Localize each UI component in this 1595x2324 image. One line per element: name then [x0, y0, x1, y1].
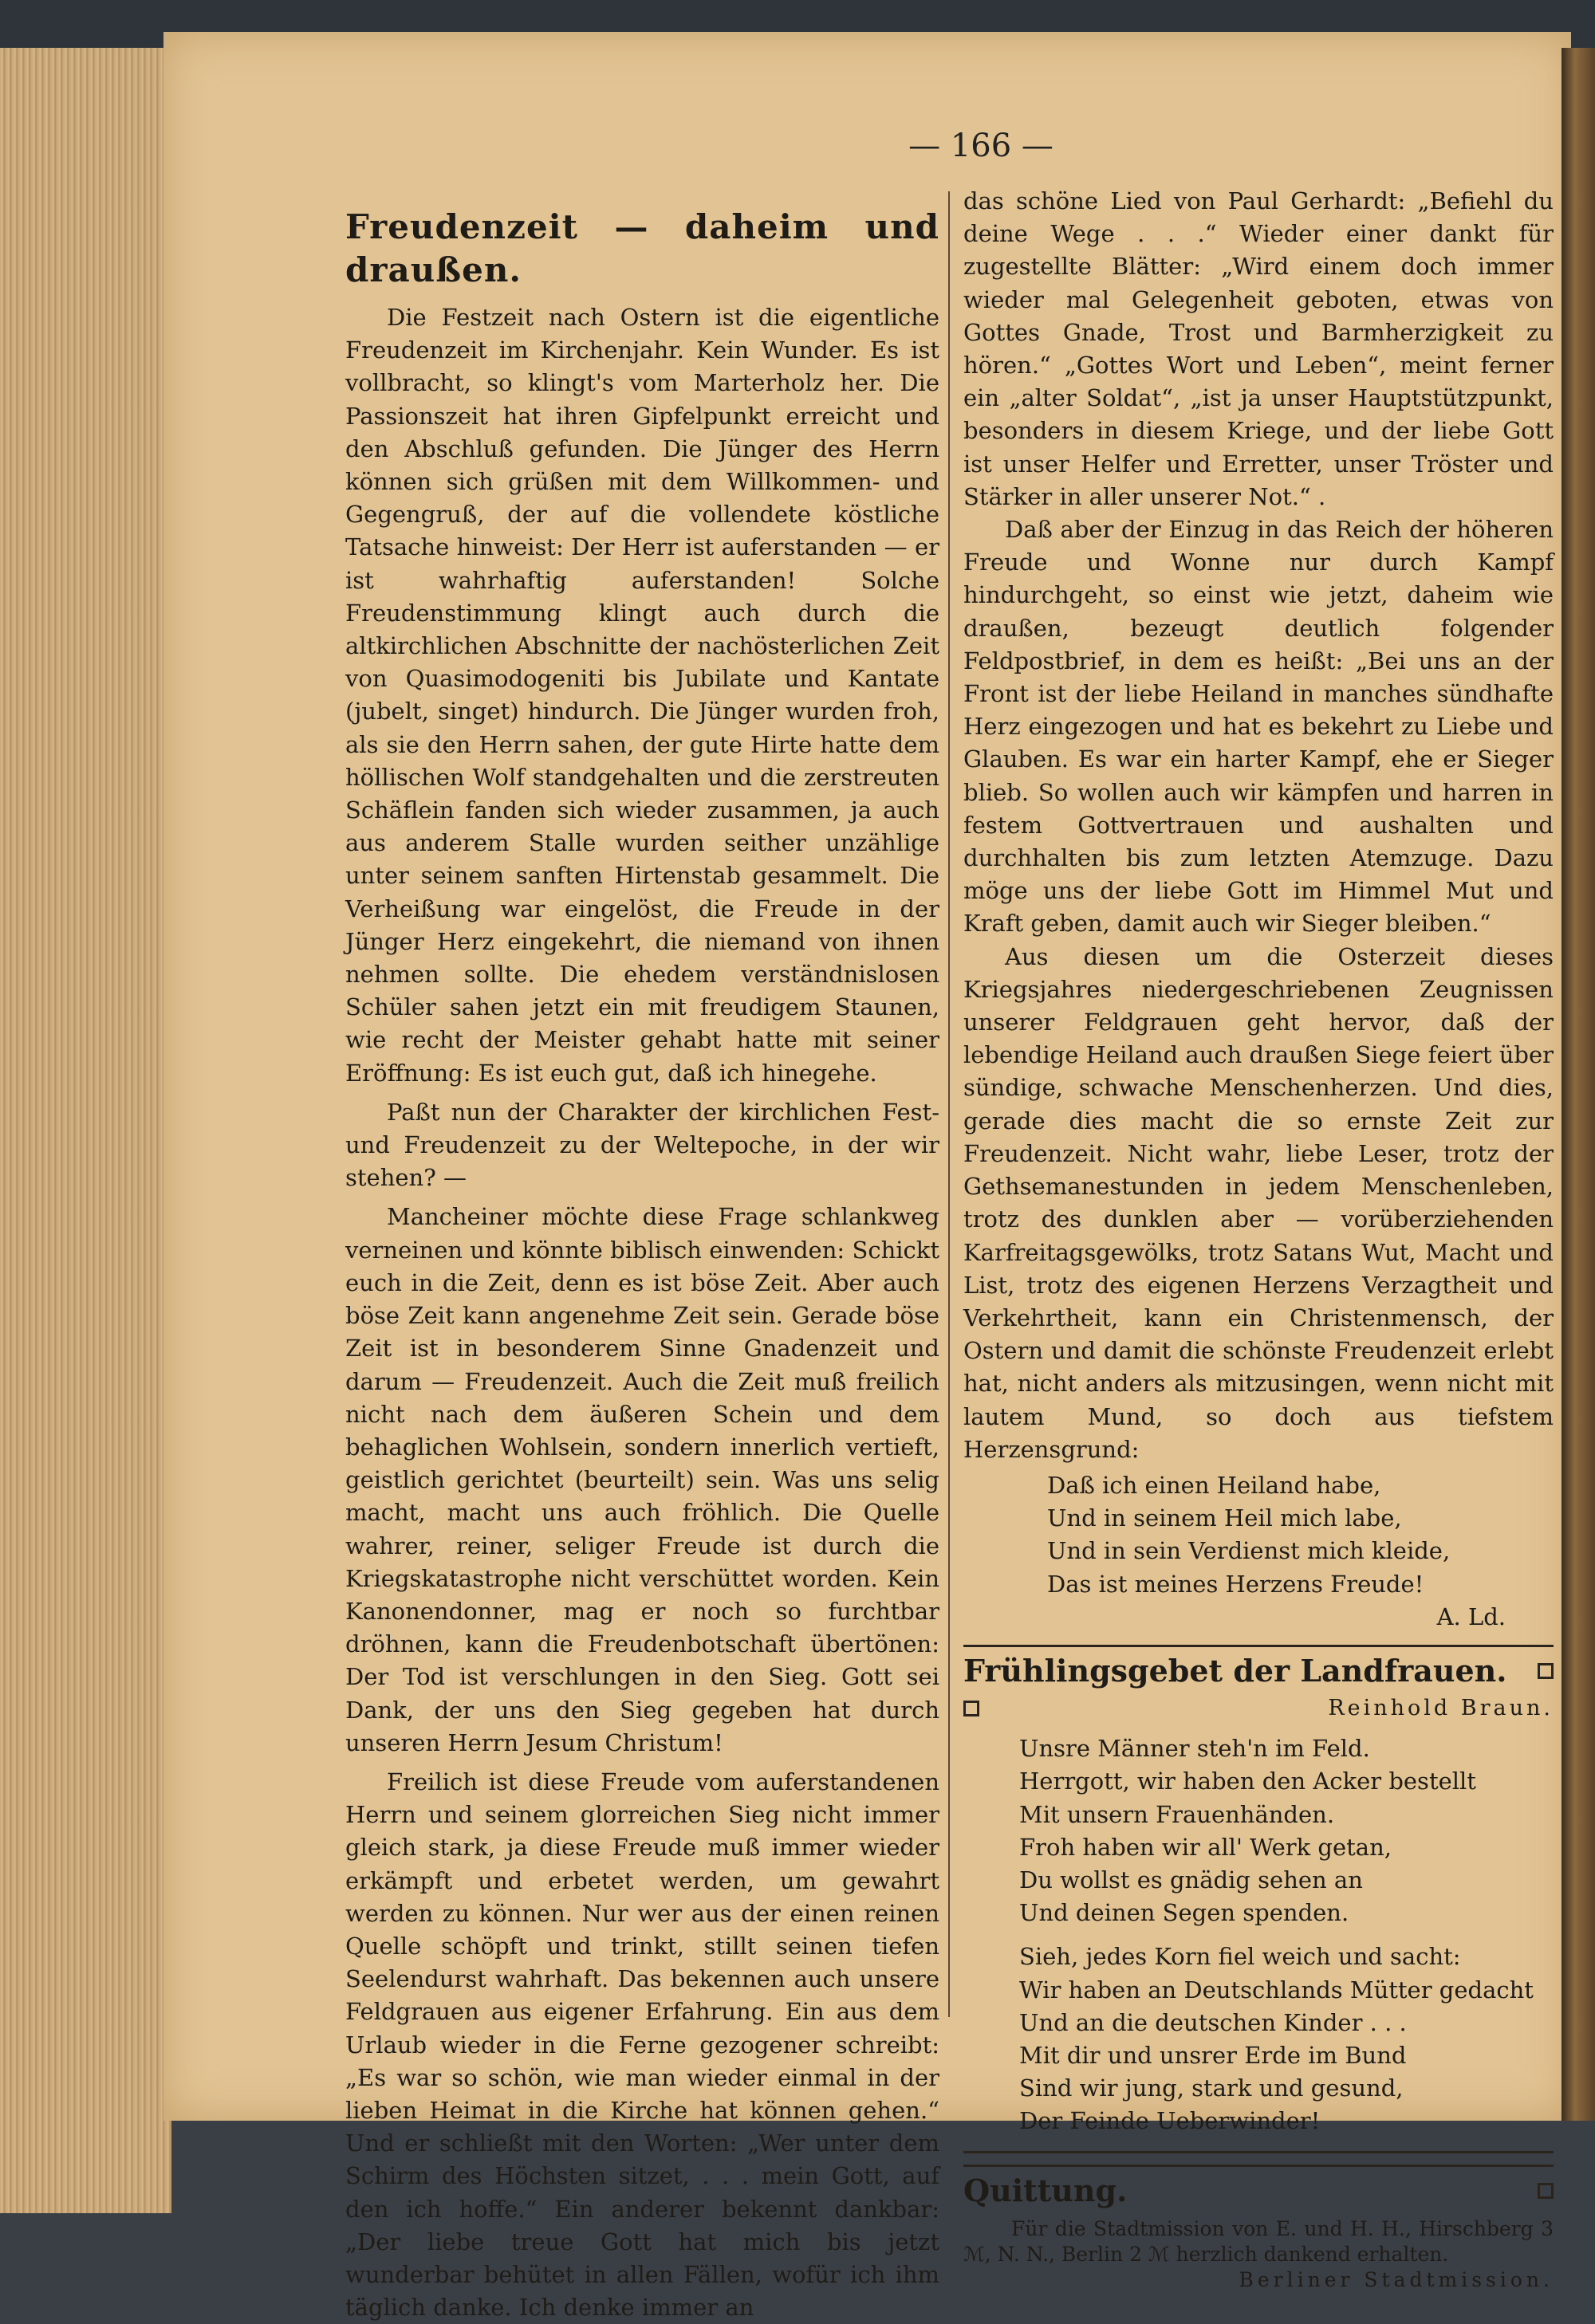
receipt-body	[963, 2216, 1554, 2293]
receipt-organization: Berliner Stadtmission.	[1239, 2267, 1554, 2291]
square-ornament-icon	[1538, 2183, 1554, 2199]
verse-line: Und in sein Verdienst mich kleide,	[1047, 1537, 1451, 1565]
author-signature: A. Ld.	[1436, 1602, 1506, 1630]
receipt-text: Für die Stadtmission von E. und H. H., Hirschberg 3 ℳ, N. N., Berlin 2 ℳ herzlich dankend erhalten.	[963, 2216, 1554, 2266]
verse-line: Und an die deutschen Kinder . . .	[1019, 2008, 1407, 2036]
column-divider	[948, 191, 950, 2017]
paragraph: Die Festzeit nach Ostern ist die eigentliche Freudenzeit im Kirchenjahr. Kein Wunder. Es ist vollbracht, so klingt's vom Marterholz her. Die Passionszeit hat ihren Gipfelpunkt erreicht und den Abschluß gefunden. Die Jünger des Herrn können sich grüßen mit dem Willkommen- und Gegengruß, der auf die vollendete köstliche Tatsache hinweist: Der Herr ist auferstanden — er ist wahrhaftig auferstanden! Solche Freudenstimmung klingt auch durch die altkirchlichen Abschnitte der nachösterlichen Zeit von Quasimodogeniti bis Jubilate und Kantate (jubelt, singet) hindurch. Die Jünger wurden froh, als sie den Herrn sahen, der gute Hirte hatte dem höllischen Wolf standgehalten und die zerstreuten Schäflein fanden sich wieder zusammen, ja auch aus anderem Stalle wurden seither unzählige unter seinem sanften Hirtenstab gesammelt. Die Verheißung war eingelöst, die Freude in der Jünger Herz eingekehrt, die niemand von ihnen nehmen sollte. Die ehedem verständnislosen Schüler sahen jetzt ein mit freudigem Staunen, wie recht der Meister gehabt hatte mit seiner Eröffnung: Es ist euch gut, daß ich hinegehe.	[345, 304, 939, 1087]
verse-line: Wir haben an Deutschlands Mütter gedacht	[1019, 1976, 1534, 2004]
page-number: — 166 —	[908, 128, 1053, 164]
hymn-verse	[1047, 1469, 1554, 1601]
receipt-title-row	[963, 2172, 1554, 2210]
verse-line: Sieh, jedes Korn fiel weich und sacht:	[1019, 1943, 1461, 1971]
receipt-title: Quittung.	[963, 2172, 1128, 2208]
paragraph: Aus diesen um die Osterzeit dieses Kriegsjahres niedergeschriebenen Zeugnissen unserer Feldgrauen geht hervor, daß der lebendige Heiland auch draußen Siege feiert über sündige, schwache Menschenherzen. Und dies, gerade dies macht die so ernste Zeit zur Freudenzeit. Nicht wahr, liebe Leser, trotz der Gethsemanestunden in jedem Menschenleben, trotz des dunklen aber — vorüberziehenden Karfreitagsgewölks, trotz Satans Wut, Macht und List, trotz des eigenen Herzens Verzagtheit und Verkehrtheit, kann ein Christenmensch, der Ostern und damit die schönste Freudenzeit erlebt hat, nicht anders als mitzusingen, wenn nicht mit lautem Mund, so doch aus tiefstem Herzensgrund:	[963, 942, 1554, 1463]
verse-line: Der Feinde Ueberwinder!	[1019, 2107, 1321, 2135]
square-ornament-icon	[963, 1701, 979, 1716]
poem-body	[1019, 1732, 1554, 2137]
poem-byline-row	[963, 1692, 1554, 1724]
verse-line: Und in seinem Heil mich labe,	[1047, 1504, 1402, 1532]
paragraph: das schöne Lied von Paul Gerhardt: „Befiehl du deine Wege . . .“ Wieder einer dankt für zugestellte Blätter: „Wird einem doch immer wieder mal Gelegenheit geboten, etwas von Gottes Gnade, Trost und Barmherzigkeit zu hören.“ „Gottes Wort und Leben“, meint ferner ein „alter Soldat“, „ist ja unser Hauptstützpunkt, besonders in diesem Kriege, und der liebe Gott ist unser Helfer und Erretter, unser Tröster und Stärker in aller unserer Not.“ .	[963, 187, 1554, 510]
right-column	[963, 185, 1554, 2298]
verse-line: Du wollst es gnädig sehen an	[1019, 1866, 1363, 1893]
poem-title: Frühlingsgebet der Landfrauen.	[963, 1652, 1507, 1689]
verse-line: Unsre Männer steh'n im Feld.	[1019, 1735, 1370, 1763]
verse-line: Froh haben wir all' Werk getan,	[1019, 1833, 1392, 1861]
paragraph: Daß aber der Einzug in das Reich der höheren Freude und Wonne nur durch Kampf hindurchgeht, so einst wie jetzt, daheim wie draußen, bezeugt deutlich folgender Feldpostbrief, in dem es heißt: „Bei uns an der Front ist der liebe Heiland in manches sündhafte Herz eingezogen und hat es bekehrt zu Liebe und Glauben. Es war ein harter Kampf, ehe er Sieger blieb. So wollen auch wir kämpfen und harren in festem Gottvertrauen und aushalten und durchhalten bis zum letzten Atemzuge. Dazu möge uns der liebe Gott im Himmel Mut und Kraft geben, damit auch wir Sieger bleiben.“	[963, 516, 1554, 938]
poem-author: Reinhold Braun.	[1328, 1695, 1554, 1720]
verse-line: Das ist meines Herzens Freude!	[1047, 1570, 1424, 1598]
square-ornament-icon	[1538, 1663, 1554, 1679]
verse-line: Und deinen Segen spenden.	[1019, 1899, 1349, 1927]
verse-line: Daß ich einen Heiland habe,	[1047, 1471, 1381, 1499]
article-headline: Freudenzeit — daheim und draußen.	[345, 207, 939, 289]
paragraph: Freilich ist diese Freude vom auferstandenen Herrn und seinem glorreichen Sieg nicht immer gleich stark, ja diese Freude muß immer wieder erkämpft und erbetet werden, um gewahrt werden zu können. Nur wer aus der einen reinen Quelle schöpft und trinkt, stillt seinen tiefen Seelendurst wahrhaft. Das bekennen auch unsere Feldgrauen aus eigener Erfahrung. Ein aus dem Urlaub wieder in die Ferne gezogener schreibt: „Es war so schön, wie man wieder einmal in der lieben Heimat in die Kirche hat können gehen.“ Und er schließt mit den Worten: „Wer unter dem Schirm des Höchsten sitzet, . . . mein Gott, auf den ich hoffe.“ Ein anderer bekennt dankbar: „Der liebe treue Gott hat mich bis jetzt wunderbar behütet in allen Fällen, wofür ich ihm täglich danke. Ich denke immer an	[345, 1768, 939, 2322]
poem-box	[963, 1645, 1554, 2153]
receipt-box	[963, 2165, 1554, 2298]
book-page-edges	[0, 48, 171, 2213]
poem-title-row	[963, 1652, 1554, 1690]
verse-line: Sind wir jung, stark und gesund,	[1019, 2074, 1404, 2102]
verse-line: Herrgott, wir haben den Acker bestellt	[1019, 1768, 1476, 1795]
paragraph: Paßt nun der Charakter der kirchlichen Fest- und Freudenzeit zu der Weltepoche, in der wir stehen? —	[345, 1098, 939, 1192]
paragraph: Mancheiner möchte diese Frage schlankweg verneinen und könnte biblisch einwenden: Schickt euch in die Zeit, denn es ist böse Zeit. Aber auch böse Zeit kann angenehme Zeit sein. Gerade böse Zeit ist in besonderem Sinne Gnadenzeit und darum — Freudenzeit. Auch die Zeit muß freilich nicht nach dem äußeren Schein und dem behaglichen Wohlsein, sondern innerlich vertieft, geistlich gerichtet (beurteilt) sein. Was uns selig macht, macht uns auch fröhlich. Die Quelle wahrer, reiner, seliger Freude ist durch die Kriegskatastrophe nicht verschüttet worden. Kein Kanonendonner, mag er noch so furchtbar dröhnen, kann die Freudenbotschaft übertönen: Der Tod ist verschlungen in den Sieg. Gott sei Dank, der uns den Sieg gegeben hat durch unseren Herrn Jesum Christum!	[345, 1203, 939, 1756]
stanza-gap	[1019, 1929, 1554, 1941]
verse-line: Mit unsern Frauenhänden.	[1019, 1800, 1335, 1828]
book-spine-edge	[1562, 48, 1595, 2121]
verse-line: Mit dir und unsrer Erde im Bund	[1019, 2041, 1407, 2069]
left-column	[345, 206, 939, 2324]
